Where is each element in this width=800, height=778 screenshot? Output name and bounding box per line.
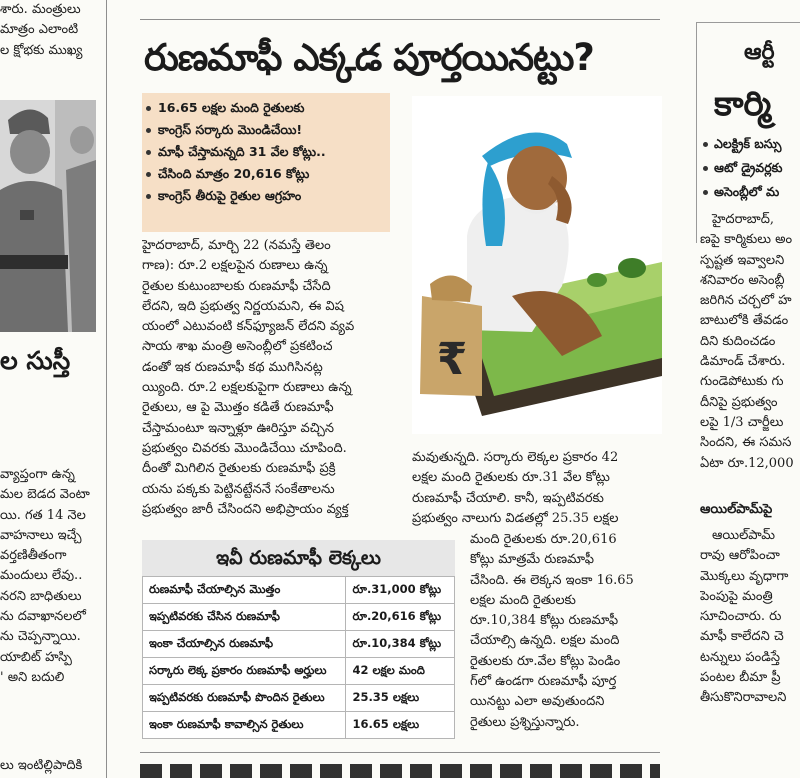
text-line: యాబిట్ హస్పి	[0, 649, 72, 665]
text-line: ఏటా రూ.12,000	[700, 455, 794, 471]
text-line: రైతులు ప్రశ్నిస్తున్నారు.	[470, 714, 580, 730]
text-line: హైదరాబాద్, మార్చి 22 (నమస్తే తెలం	[142, 238, 331, 253]
row-label: ఇంకా రుణమాఫీ కావాల్సిన రైతులు	[143, 712, 346, 739]
row-label: ఇంకా చేయాల్సిన రుణమాఫీ	[143, 631, 346, 658]
right-body-1	[700, 210, 800, 474]
table-row	[143, 658, 455, 685]
text-line: ప్రభుత్వం జారీ చేసిందని అభిప్రాయం వ్యక్త	[142, 501, 349, 517]
text-line: మవుతున్నది. సర్కారు లెక్కల ప్రకారం 42	[412, 450, 619, 465]
text-line: డంతో ఇక రుణమాఫీ కథ ముగిసినట్ల	[142, 359, 323, 375]
bullet-item: ఎలక్ట్రిక్ బస్సు	[700, 132, 782, 156]
body-left-column	[142, 236, 392, 520]
text-line: శారు. మంత్రులు	[0, 2, 81, 17]
right-headline: కార్మి	[714, 84, 772, 124]
text-line: రావు ఆరోపించా	[700, 548, 780, 564]
rupee-icon: ₹	[436, 334, 468, 385]
text-line: వ్యాప్తంగా ఉన్న	[0, 467, 75, 482]
row-label: సర్కారు లెక్క ప్రకారం రుణమాఫీ అర్హులు	[143, 658, 346, 685]
text-line: యను పక్కకు పెట్టినట్టేననే సంకేతాలను	[142, 481, 335, 497]
text-line: ' అని బదులి	[0, 669, 65, 685]
text-line: రూ.10,384 కోట్లు రుణమాఫీ	[470, 613, 619, 629]
bullet-item: అసెంబ్లీలో మ	[700, 180, 782, 204]
text-line: గాణ): రూ.2 లక్షలపైన రుణాలు ఉన్న	[142, 258, 328, 274]
body-middle-bottom	[470, 530, 662, 733]
text-line: మాత్రం ఎలాంటి	[0, 22, 79, 38]
text-line: టన్నులు పండిస్తే	[700, 649, 781, 665]
text-line: మొక్కలు వృధాగా	[700, 568, 789, 584]
column-divider	[106, 0, 107, 778]
text-line: రుణమాఫీ చేయాలి. కానీ, ఇప్పటివరకు	[412, 490, 604, 506]
highlight-item: కాంగ్రెస్ సర్కారు మొండిచేయి!	[142, 119, 390, 141]
police-photo	[0, 100, 96, 332]
text-line: నరని బాధితులు	[0, 588, 82, 604]
text-line: గ్‌లో ఉండగా రుణమాఫీ పూర్త	[470, 674, 617, 690]
bullet-item: ఆటో డ్రైవర్లకు	[700, 156, 782, 180]
text-line: లక్షల మంది రైతులకు	[470, 592, 576, 608]
table-row	[143, 712, 455, 739]
text-line: వాహనాలు ఇచ్చే	[0, 527, 82, 543]
right-bullets	[700, 132, 782, 204]
text-line: చేస్తామంటూ ఇన్నాళ్లూ ఊరిస్తూ వచ్చిన	[142, 420, 334, 436]
table-row	[143, 577, 455, 604]
text-line: రైతులకు రూ.వేల కోట్లు పెండిం	[470, 653, 621, 669]
left-column-body	[0, 465, 96, 688]
loan-waiver-table	[142, 540, 455, 739]
text-line: గుండెపోటుకు గు	[700, 374, 784, 390]
next-headline-clip	[140, 764, 660, 778]
text-line: మందులు లేవు..	[0, 568, 83, 584]
text-line: సూచించారు. రు	[700, 609, 782, 625]
text-line: పెంపుపై మంత్రి	[700, 588, 773, 604]
text-line: వర్తణితీతంగా	[0, 548, 67, 564]
text-line: ప్రభుత్వం నాలుగు విడతల్లో 25.35 లక్షల	[412, 510, 619, 526]
text-line: ను చెప్పన్నాయి.	[0, 629, 81, 645]
text-line: యి. గత 14 నెల	[0, 507, 86, 523]
highlights-box	[142, 93, 390, 232]
right-subhead: ఆయిల్‌పామ్‌పై	[700, 502, 773, 517]
text-line: రైతుల కుటుంబాలకు రుణమాఫీ చేసేది	[142, 278, 331, 294]
text-line: ను దవాఖానలలో	[0, 609, 86, 625]
text-line: మంది రైతులకు రూ.20,616	[470, 532, 617, 547]
text-line: జరిగిన చర్చలో హ	[700, 293, 792, 309]
stats-table	[142, 576, 455, 739]
row-value: 25.35 లక్షలు	[346, 685, 455, 712]
row-label: రుణమాఫీ చేయాల్సిన మొత్తం	[143, 577, 346, 604]
text-line: తీసుకొనిరావాలని	[700, 690, 787, 706]
table-row	[143, 685, 455, 712]
highlight-item: చేసింది మాత్రం 20,616 కోట్లు	[142, 163, 390, 185]
table-row	[143, 631, 455, 658]
text-line: స్పష్టత ఇవ్వాలని	[700, 252, 785, 268]
bottom-rule	[140, 752, 660, 753]
text-line: రైతులు, ఆ పై మొత్తం కడితే రుణమాఫీ	[142, 400, 334, 416]
text-line: శనివారం అసెంబ్లీ	[700, 272, 785, 288]
right-body-2	[700, 526, 800, 709]
row-value: రూ.31,000 కోట్లు	[346, 577, 455, 604]
text-line: మాఫీ కాలేదని చె	[700, 629, 784, 645]
text-line: సిందని, ఈ సమస	[700, 435, 792, 451]
farmer-illustration	[412, 96, 662, 434]
text-line: డిమాండ్ చేశారు.	[700, 354, 786, 370]
text-line: దీంతో మిగిలిన రైతులకు రుణమాఫీ ప్రక్రి	[142, 461, 336, 477]
highlight-item: కాంగ్రెస్ తీరుపై రైతుల ఆగ్రహం	[142, 185, 390, 207]
text-line: కోట్లు మాత్రమే రుణమాఫీ	[470, 552, 594, 568]
text-line: మల బెడద వెంటా	[0, 487, 90, 503]
row-label: ఇప్పటివరకు రుణమాఫీ పొందిన రైతులు	[143, 685, 346, 712]
text-line: ఆయిల్‌పామ్	[712, 528, 775, 543]
text-line: బాటులోకి తేవడం	[700, 313, 789, 329]
text-line: దీనిపై ప్రభుత్వం	[700, 394, 778, 410]
text-line: లక్షల మంది రైతులకు రూ.31 వేల కోట్లు	[412, 470, 610, 486]
text-line: ణపై కార్మికులు అం	[700, 232, 793, 248]
left-bottom-line: లు ఇంటిల్లిపాదికి	[0, 758, 83, 773]
table-row	[143, 604, 455, 631]
left-column-top-text	[0, 0, 96, 61]
left-partial-headline: ల సుస్తీ	[0, 346, 71, 375]
text-line: హైదరాబాద్,	[712, 212, 775, 227]
text-line: ప్రభుత్వం చివరకు మొండిచేయి చూపింది.	[142, 440, 347, 456]
main-headline: రుణమాఫీ ఎక్కడ పూర్తయినట్టు?	[144, 36, 594, 79]
text-line: లేదని, ఇది ప్రభుత్వ నిర్ణయమని, ఈ విష	[142, 298, 344, 314]
text-line: యినట్టు ఎలా అవుతుందని	[470, 694, 605, 710]
text-line: చేయాల్సి ఉన్నది. లక్షల మంది	[470, 633, 620, 649]
text-line: పంటల బీమా ప్రీ	[700, 670, 781, 686]
text-line: చేసింది. ఈ లెక్కన ఇంకా 16.65	[470, 572, 634, 588]
text-line: ల క్షోభకు ముఖ్య	[0, 42, 83, 58]
text-line: య్యింది. రూ.2 లక్షలకుపైగా రుణాలు ఉన్న	[142, 380, 352, 396]
highlight-item: 16.65 లక్షల మంది రైతులకు	[142, 97, 390, 119]
highlight-item: మాఫీ చేస్తామన్నది 31 వేల కోట్లు..	[142, 141, 390, 163]
text-line: లపై 1/3 చార్జీలు	[700, 414, 784, 430]
row-value: 16.65 లక్షలు	[346, 712, 455, 739]
text-line: యంలో ఎటువంటి కన్‌ఫ్యూజన్ లేదని వ్యవ	[142, 319, 355, 335]
row-value: 42 లక్షల మంది	[346, 658, 455, 685]
text-line: సాయ శాఖ మంత్రి అసెంబ్లీలో ప్రకటించ	[142, 339, 333, 355]
right-kicker: ఆర్టీ	[744, 40, 775, 65]
row-value: రూ.10,384 కోట్లు	[346, 631, 455, 658]
table-title: ఇవీ రుణమాఫీ లెక్కలు	[142, 540, 455, 576]
row-label: ఇప్పటివరకు చేసిన రుణమాఫీ	[143, 604, 346, 631]
body-middle-top	[412, 448, 664, 529]
top-rule	[140, 19, 660, 20]
text-line: దిని కుదించడం	[700, 333, 776, 349]
row-value: రూ.20,616 కోట్లు	[346, 604, 455, 631]
